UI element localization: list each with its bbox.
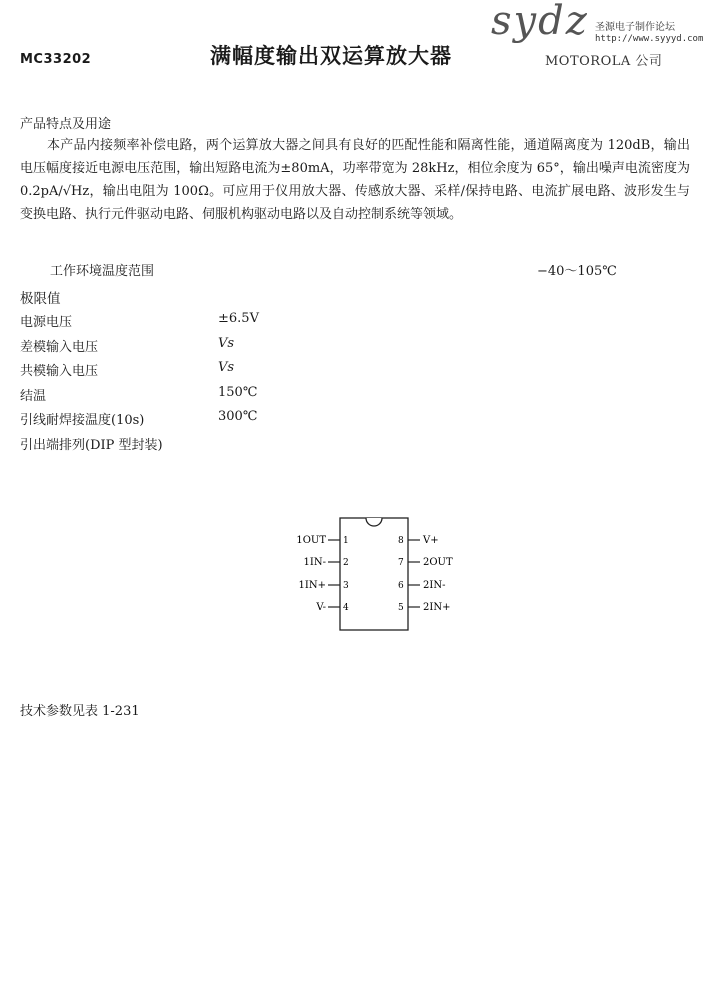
pin-6: [398, 580, 445, 591]
watermark-site-url: http://www.syyyd.com: [595, 34, 704, 44]
pin-4-label: V-: [316, 602, 326, 613]
limit-value-supply-voltage: ±6.5V: [218, 311, 259, 326]
pin-5-number: 5: [398, 603, 404, 613]
pin-3-label: 1IN+: [298, 580, 326, 591]
pin-1-number: 1: [343, 536, 349, 546]
pin-3: [299, 580, 349, 591]
pin-7-label: 2OUT: [423, 557, 453, 568]
dip-pinout-diagram: [280, 510, 480, 640]
operating-temp-label: 工作环境温度范围: [50, 264, 155, 279]
pin-2-number: 2: [343, 558, 349, 568]
limit-value-diff-input: Vs: [218, 336, 235, 351]
pin-7-number: 7: [398, 558, 404, 568]
features-paragraph: 本产品内接频率补偿电路，两个运算放大器之间具有良好的匹配性能和隔离性能，通道隔离度为 120dB，输出电压幅度接近电源电压范围，输出短路电流为±80mA，功率带宽为 28kHz，相位余度为 65°，输出噪声电流密度为 0.2pA/√Hz，输出电阻为 100Ω。可应用于仪用放大器、传感放大器、采样/保持电路、电流扩展电路、波形发生与变换电路、执行元件驱动电路、伺服机构驱动电路以及自动控制系统等领域。: [20, 138, 690, 222]
part-number: MC33202: [20, 52, 92, 67]
pin-2: [304, 557, 349, 568]
pin-1: [296, 535, 348, 546]
pinout-title: 引出端排列(DIP 型封装): [20, 438, 163, 453]
pin-1-label: 1OUT: [296, 535, 326, 546]
watermark-site-name: 圣源电子制作论坛: [595, 22, 675, 33]
tech-params-reference: 技术参数见表 1-231: [20, 704, 140, 719]
features-heading: 产品特点及用途: [20, 117, 112, 132]
limit-label-supply-voltage: 电源电压: [20, 315, 73, 330]
ic-notch: [366, 518, 382, 526]
pin-6-number: 6: [398, 581, 404, 591]
limit-value-solder-temp: 300℃: [218, 409, 258, 424]
pin-7: [398, 557, 453, 568]
pin-4-number: 4: [343, 603, 349, 613]
limit-label-solder-temp: 引线耐焊接温度(10s): [20, 413, 145, 428]
limit-label-diff-input: 差模输入电压: [20, 340, 99, 355]
limit-label-junction-temp: 结温: [20, 389, 47, 404]
pin-8-number: 8: [398, 536, 404, 546]
ic-package-outline: [340, 518, 408, 630]
page-title: 满幅度输出双运算放大器: [210, 44, 452, 68]
watermark-logo-text: sydz: [491, 0, 589, 44]
pin-8-label: V+: [423, 535, 439, 546]
manufacturer: MOTOROLA 公司: [545, 54, 663, 69]
operating-temp-value: −40～105℃: [537, 264, 617, 279]
pin-3-number: 3: [343, 581, 349, 591]
pin-6-label: 2IN-: [423, 580, 446, 591]
pin-8: [398, 535, 439, 546]
limit-value-junction-temp: 150℃: [218, 385, 258, 400]
pin-2-label: 1IN-: [303, 557, 326, 568]
pin-4: [315, 602, 349, 613]
limit-label-common-input: 共模输入电压: [20, 364, 99, 379]
pin-5: [398, 602, 450, 613]
limit-value-common-input: Vs: [218, 360, 235, 375]
pin-5-label: 2IN+: [423, 602, 451, 613]
limits-title: 极限值: [20, 291, 61, 307]
